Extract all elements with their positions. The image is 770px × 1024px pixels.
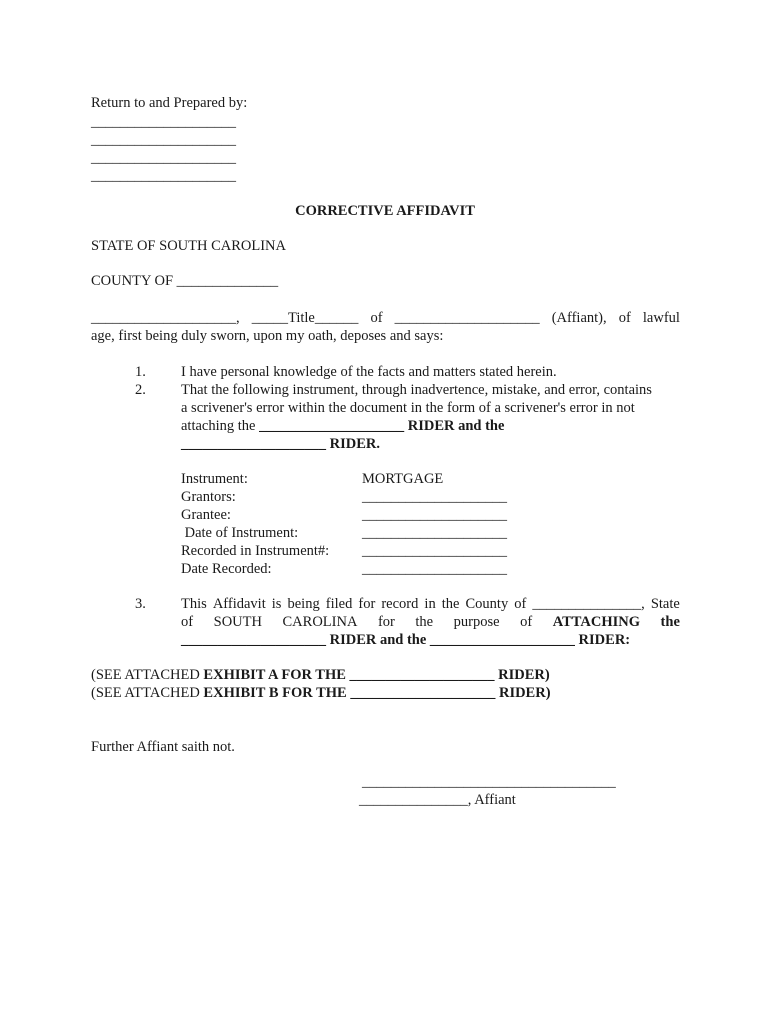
instrument-label: Instrument: [181,471,248,487]
item-3-line-2 [181,613,680,631]
item-3-number: 3. [135,596,146,612]
item-2-text-line-3-bold: ____________________ RIDER and the [259,418,505,434]
affiant-name-line: _______________, Affiant [359,792,516,808]
item-3-word: _______________, [532,596,645,612]
item-3-word: SOUTH [213,614,262,630]
return-to-heading: Return to and Prepared by: [91,95,248,111]
return-to-line-2: ____________________ [91,132,236,148]
date-of-instrument-value: ____________________ [362,525,507,541]
exhibit-b-prefix: (SEE ATTACHED [91,685,204,701]
grantors-label: Grantors: [181,489,236,505]
item-2-text-line-1: That the following instrument, through inadvertence, mistake, and error, contains [181,382,652,398]
state-line: STATE OF SOUTH CAROLINA [91,238,286,254]
item-1-text: I have personal knowledge of the facts and matters stated herein. [181,364,557,380]
intro-word: (Affiant), [551,310,607,326]
return-to-line-1: ____________________ [91,114,236,130]
intro-word: ____________________, [91,310,240,326]
item-2-text-line-4: ____________________ RIDER. [181,436,380,452]
item-3-word-bold: the [660,614,680,630]
item-3-word: purpose [453,614,500,630]
grantee-label: Grantee: [181,507,231,523]
return-to-line-4: ____________________ [91,168,236,184]
exhibit-b-bold: EXHIBIT B FOR THE ____________________ RIDER) [203,685,551,701]
item-3-word: of [520,614,533,630]
item-3-word: CAROLINA [282,614,358,630]
grantee-value: ____________________ [362,507,507,523]
item-3-word: is [271,596,282,612]
intro-line-2: age, first being duly sworn, upon my oath, deposes and says: [91,328,444,344]
item-3-word: of [514,596,527,612]
item-3-word: Affidavit [212,596,266,612]
return-to-line-3: ____________________ [91,150,236,166]
intro-word: ____________________ [394,310,540,326]
item-3-word: being [287,596,320,612]
intro-word: of [370,310,383,326]
intro-line-1 [91,309,680,327]
item-3-word: the [441,596,460,612]
intro-word: of [618,310,631,326]
county-line: COUNTY OF ______________ [91,273,279,289]
item-3-line-3: ____________________ RIDER and the ____________________ RIDER: [181,632,631,648]
intro-word: _____Title______ [251,310,359,326]
date-of-instrument-label: Date of Instrument: [181,525,299,541]
exhibit-a-prefix: (SEE ATTACHED [91,667,204,683]
item-3-word: State [650,596,680,612]
item-2-text-line-3 [181,417,504,435]
item-3-word: filed [325,596,353,612]
item-3-word: in [424,596,436,612]
item-2-number: 2. [135,382,146,398]
item-2-text-line-3-plain: attaching the [181,418,260,434]
date-recorded-value: ____________________ [362,561,507,577]
item-3-word-bold: ATTACHING [552,614,641,630]
intro-word: lawful [642,310,680,326]
exhibit-b-line [91,684,551,702]
item-3-word: for [358,596,376,612]
item-3-word: for [377,614,395,630]
date-recorded-label: Date Recorded: [181,561,272,577]
recorded-instrument-label: Recorded in Instrument#: [181,543,330,559]
signature-line: ___________________________________ [362,774,616,790]
item-3-word: of [181,614,194,630]
item-3-word: County [465,596,509,612]
instrument-value: MORTGAGE [362,471,444,487]
exhibit-a-line [91,666,550,684]
exhibit-a-bold: EXHIBIT A FOR THE ____________________ RIDER) [203,667,550,683]
item-2-text-line-2: a scrivener's error within the document in the form of a scrivener's error in not [181,400,635,416]
grantors-value: ____________________ [362,489,507,505]
item-1-number: 1. [135,364,146,380]
item-3-word: record [381,596,419,612]
document-title: CORRECTIVE AFFIDAVIT [295,203,475,219]
item-3-line-1 [181,595,680,613]
closing-statement: Further Affiant saith not. [91,739,235,755]
recorded-instrument-value: ____________________ [362,543,507,559]
item-3-word: the [415,614,434,630]
item-3-word: This [181,596,207,612]
